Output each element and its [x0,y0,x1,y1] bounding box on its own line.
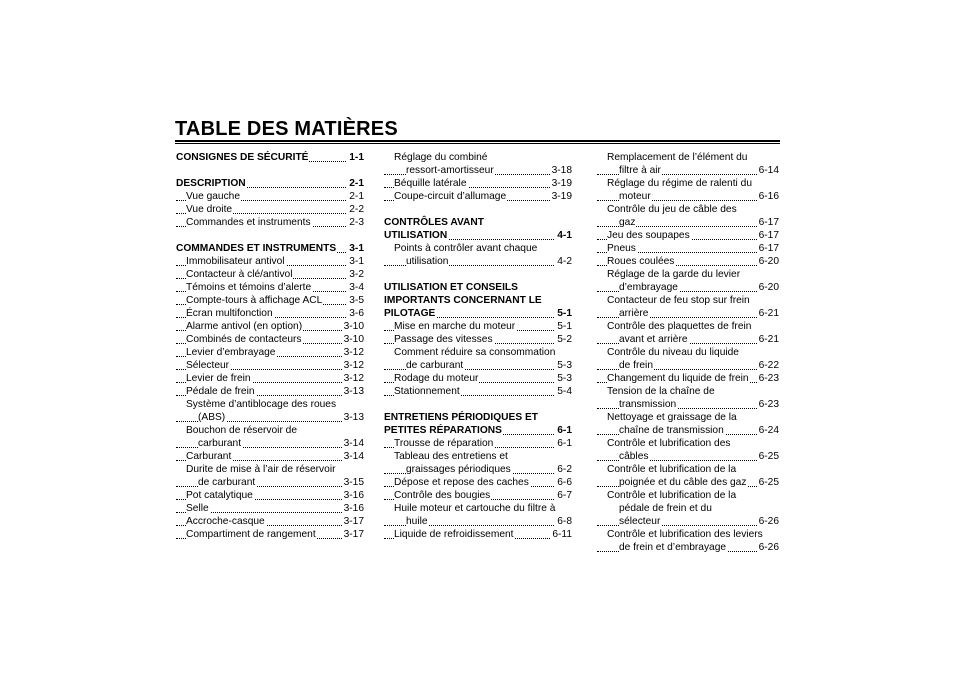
toc-entry[interactable] [597,190,779,203]
toc-page-number: 3-12 [343,347,364,358]
toc-page-number: 6-7 [557,490,572,501]
toc-page-number: 3-10 [343,321,364,332]
toc-entry-line[interactable]: Remplacement de l’élément du [607,152,748,163]
toc-page-number: 6-23 [758,399,779,410]
toc-page-number: 5-4 [557,386,572,397]
toc-entry[interactable] [176,502,364,515]
toc-entry-line[interactable]: Nettoyage et graissage de la [607,412,737,423]
toc-entry[interactable] [384,164,572,177]
toc-entry-title: moteur [619,191,651,202]
toc-entry-title: Mise en marche du moteur [394,321,516,332]
toc-entry-line[interactable]: Contrôle et lubrification de la [607,464,737,475]
toc-entry[interactable] [176,437,364,450]
toc-page-number: 4-1 [557,230,572,241]
toc-entry-line[interactable]: Contrôle du niveau du liquide [607,347,739,358]
toc-entry-title: Coupe-circuit d’allumage [394,191,507,202]
toc-entry-line[interactable]: Comment réduire sa consommation [394,347,556,358]
toc-entry-title: Stationnement [394,386,460,397]
toc-entry-title: graissages périodiques [406,464,511,475]
toc-entry[interactable] [384,489,572,502]
toc-entry[interactable] [176,411,364,424]
toc-spacer [176,164,364,177]
toc-entry-title: Dépose et repose des caches [394,477,529,488]
toc-entry[interactable] [384,463,572,476]
toc-entry-line[interactable]: Points à contrôler avant chaque [394,243,538,254]
toc-entry-title: UTILISATION [384,230,448,241]
toc-page-number: 6-23 [758,373,779,384]
toc-section-entry[interactable] [176,151,364,164]
toc-entry-title: Accroche-casque [186,516,265,527]
toc-entry-line[interactable]: Tableau des entretiens et [394,451,508,462]
toc-entry-line[interactable]: Réglage de la garde du levier [607,269,741,280]
toc-page-number: 6-16 [758,191,779,202]
toc-entry-title: Béquille latérale [394,178,467,189]
toc-entry-title: Passage des vitesses [394,334,493,345]
toc-entry[interactable] [384,333,572,346]
toc-entry-title: Selle [186,503,209,514]
toc-entry-title: de frein [619,360,653,371]
toc-entry-title: Pédale de frein [186,386,255,397]
toc-entry[interactable] [176,255,364,268]
toc-entry-title: Écran multifonction [186,308,273,319]
toc-page-number: 5-1 [557,308,572,319]
toc-entry[interactable] [176,515,364,528]
toc-entry[interactable] [597,242,779,255]
toc-entry-title: ressort-amortisseur [406,165,494,176]
toc-entry-title: de frein et d’embrayage [619,542,727,553]
toc-entry-title: câbles [619,451,649,462]
toc-page-number: 6-25 [758,451,779,462]
toc-column-3 [597,151,779,554]
toc-entry-title: chaîne de transmission [619,425,724,436]
toc-page-number: 3-6 [349,308,364,319]
toc-entry-title: DESCRIPTION [176,178,246,189]
toc-section-heading[interactable]: CONTRÔLES AVANT [384,217,484,228]
toc-page-number: 3-19 [551,191,572,202]
toc-page-number: 6-8 [557,516,572,527]
toc-entry[interactable] [176,320,364,333]
toc-entry-title: Roues coulées [607,256,675,267]
toc-page-number: 6-1 [557,438,572,449]
toc-entry-line[interactable]: Réglage du régime de ralenti du [607,178,752,189]
toc-entry-title: sélecteur [619,516,661,527]
toc-entry-line[interactable]: Contrôle et lubrification des leviers [607,529,763,540]
toc-section-entry[interactable] [176,242,364,255]
toc-entry-title: Commandes et instruments [186,217,311,228]
toc-entry-title: Carburant [186,451,232,462]
toc-entry[interactable] [597,333,779,346]
toc-page-number: 6-21 [758,334,779,345]
toc-page-number: 3-1 [349,243,364,254]
toc-entry[interactable] [176,489,364,502]
toc-spacer [176,229,364,242]
toc-entry[interactable] [384,528,572,541]
toc-page-number: 3-14 [343,451,364,462]
toc-entry-title: de carburant [198,477,256,488]
toc-entry[interactable] [384,385,572,398]
toc-page-number: 6-25 [758,477,779,488]
toc-page-number: 6-17 [758,230,779,241]
toc-page-number: 6-21 [758,308,779,319]
toc-entry-title: Combinés de contacteurs [186,334,302,345]
toc-entry-line[interactable]: Contrôle et lubrification des [607,438,731,449]
toc-column-2 [384,151,572,541]
toc-entry-title: Témoins et témoins d’alerte [186,282,312,293]
toc-page-number: 3-17 [343,516,364,527]
toc-page-number: 3-4 [349,282,364,293]
toc-entry-title: Compartiment de rangement [186,529,316,540]
toc-page-number: 2-2 [349,204,364,215]
toc-page-number: 5-2 [557,334,572,345]
toc-entry[interactable] [176,203,364,216]
toc-entry-title: Changement du liquide de frein [607,373,749,384]
toc-entry-title: arrière [619,308,649,319]
toc-page-number: 3-19 [551,178,572,189]
toc-spacer [384,268,572,281]
toc-page-number: 3-13 [343,386,364,397]
toc-entry[interactable] [384,372,572,385]
toc-entry-line[interactable]: Bouchon de réservoir de [186,425,297,436]
toc-entry[interactable] [597,164,779,177]
toc-page-number: 3-10 [343,334,364,345]
toc-entry-line[interactable]: Huile moteur et cartouche du filtre à [394,503,556,514]
toc-page-number: 6-26 [758,542,779,553]
toc-page-number: 6-22 [758,360,779,371]
toc-page-number: 6-17 [758,243,779,254]
toc-spacer [384,398,572,411]
toc-entry-line[interactable]: Système d’antiblocage des roues [186,399,337,410]
toc-page-number: 4-2 [557,256,572,267]
toc-entry-title: de carburant [406,360,464,371]
toc-page-number: 3-16 [343,490,364,501]
toc-entry[interactable] [597,281,779,294]
toc-section-heading[interactable]: ENTRETIENS PÉRIODIQUES ET [384,412,538,423]
toc-entry[interactable] [597,398,779,411]
toc-section-entry[interactable] [176,177,364,190]
toc-entry[interactable] [384,359,572,372]
toc-page-number: 2-1 [349,191,364,202]
toc-entry[interactable] [384,177,572,190]
toc-entry-title: Contacteur à clé/antivol [186,269,293,280]
toc-page-number: 6-11 [552,529,572,540]
toc-entry[interactable] [176,307,364,320]
toc-entry[interactable] [597,424,779,437]
toc-page-number: 3-15 [343,477,364,488]
toc-entry[interactable] [597,541,779,554]
toc-entry[interactable] [176,359,364,372]
toc-page-number: 6-20 [758,256,779,267]
toc-entry-line[interactable]: Tension de la chaîne de [607,386,715,397]
toc-entry[interactable] [176,476,364,489]
toc-entry-title: Levier d’embrayage [186,347,276,358]
toc-column-1 [176,151,364,541]
toc-entry-title: poignée et du câble des gaz [619,477,747,488]
toc-page-number: 2-1 [349,178,364,189]
toc-entry-line[interactable]: Contrôle et lubrification de la [607,490,737,501]
toc-entry-title: Immobilisateur antivol [186,256,285,267]
toc-section-entry[interactable] [384,424,572,437]
toc-page-number: 3-12 [343,360,364,371]
toc-entry[interactable] [176,190,364,203]
toc-entry[interactable] [176,346,364,359]
toc-entry[interactable] [597,307,779,320]
toc-page-number: 6-26 [758,516,779,527]
toc-page-number: 2-3 [349,217,364,228]
toc-entry[interactable] [176,528,364,541]
toc-entry[interactable] [597,450,779,463]
toc-page-number: 3-1 [349,256,364,267]
toc-page-number: 5-1 [557,321,572,332]
toc-entry-title: carburant [198,438,242,449]
toc-entry[interactable] [384,320,572,333]
toc-entry[interactable] [176,333,364,346]
toc-entry[interactable] [597,359,779,372]
toc-entry-line[interactable]: Contrôle des plaquettes de frein [607,321,752,332]
toc-entry[interactable] [597,372,779,385]
toc-section-entry[interactable] [384,229,572,242]
toc-page-number: 3-5 [349,295,364,306]
toc-entry[interactable] [384,437,572,450]
toc-page-number: 3-12 [343,373,364,384]
toc-entry[interactable] [597,515,779,528]
toc-entry-title: COMMANDES ET INSTRUMENTS [176,243,337,254]
toc-entry[interactable] [176,294,364,307]
toc-entry[interactable] [176,385,364,398]
toc-entry[interactable] [597,216,779,229]
toc-entry[interactable] [597,229,779,242]
toc-entry-line[interactable]: Durite de mise à l’air de réservoir [186,464,336,475]
toc-entry-title: Contrôle des bougies [394,490,491,501]
toc-section-entry[interactable] [384,307,572,320]
toc-page-number: 6-20 [758,282,779,293]
toc-entry-line[interactable]: Contrôle du jeu de câble des [607,204,737,215]
toc-entry[interactable] [384,515,572,528]
toc-page-number: 3-13 [343,412,364,423]
toc-entry-line[interactable]: Réglage du combiné [394,152,488,163]
toc-entry-title: CONSIGNES DE SÉCURITÉ [176,152,309,163]
toc-entry[interactable] [176,216,364,229]
toc-page-number: 3-14 [343,438,364,449]
toc-section-heading[interactable]: IMPORTANTS CONCERNANT LE [384,295,542,306]
toc-entry-title: Trousse de réparation [394,438,494,449]
toc-entry-line[interactable]: Contacteur de feu stop sur frein [607,295,750,306]
toc-page-number: 6-2 [557,464,572,475]
toc-page-number: 3-17 [343,529,364,540]
toc-page-number: 3-18 [551,165,572,176]
toc-entry[interactable] [176,268,364,281]
toc-entry-title: utilisation [406,256,449,267]
toc-entry[interactable] [597,476,779,489]
toc-entry[interactable] [176,281,364,294]
toc-page-number: 6-6 [557,477,572,488]
toc-page-number: 6-24 [758,425,779,436]
toc-entry-title: Pot catalytique [186,490,253,501]
toc-entry-title: Liquide de refroidissement [394,529,514,540]
toc-entry-title: Vue gauche [186,191,241,202]
toc-page-number: 6-17 [758,217,779,228]
toc-entry-title: Vue droite [186,204,233,215]
toc-entry-title: Sélecteur [186,360,230,371]
toc-page-number: 3-16 [343,503,364,514]
toc-entry-title: Rodage du moteur [394,373,479,384]
toc-section-heading[interactable]: UTILISATION ET CONSEILS [384,282,518,293]
toc-page-number: 6-1 [557,425,572,436]
toc-entry-title: avant et arrière [619,334,688,345]
toc-page-number: 6-14 [758,165,779,176]
toc-entry-title: transmission [619,399,677,410]
toc-entry-title: Jeu des soupapes [607,230,690,241]
toc-entry-title: Pneus [607,243,636,254]
toc-entry-title: (ABS) [198,412,226,423]
toc-spacer [384,203,572,216]
toc-entry-title: PILOTAGE [384,308,436,319]
title-rule-thin [175,143,780,144]
toc-entry-title: gaz [619,217,636,228]
toc-entry-title: Compte-tours à affichage ACL [186,295,323,306]
toc-entry-title: Alarme antivol (en option) [186,321,303,332]
toc-entry[interactable] [176,450,364,463]
toc-entry[interactable] [384,255,572,268]
toc-entry-title: PETITES RÉPARATIONS [384,425,502,436]
toc-page-number: 1-1 [349,152,364,163]
toc-page-number: 3-2 [349,269,364,280]
toc-entry-line[interactable]: pédale de frein et du [619,503,712,514]
toc-entry-title: huile [406,516,428,527]
toc-entry[interactable] [384,190,572,203]
toc-entry-title: d’embrayage [619,282,678,293]
toc-entry[interactable] [597,255,779,268]
toc-entry-title: Levier de frein [186,373,251,384]
page-title: TABLE DES MATIÈRES [175,118,398,140]
title-rule [175,140,780,142]
toc-entry-title: filtre à air [619,165,661,176]
toc-page-number: 5-3 [557,360,572,371]
toc-entry[interactable] [384,476,572,489]
toc-page-number: 5-3 [557,373,572,384]
toc-entry[interactable] [176,372,364,385]
